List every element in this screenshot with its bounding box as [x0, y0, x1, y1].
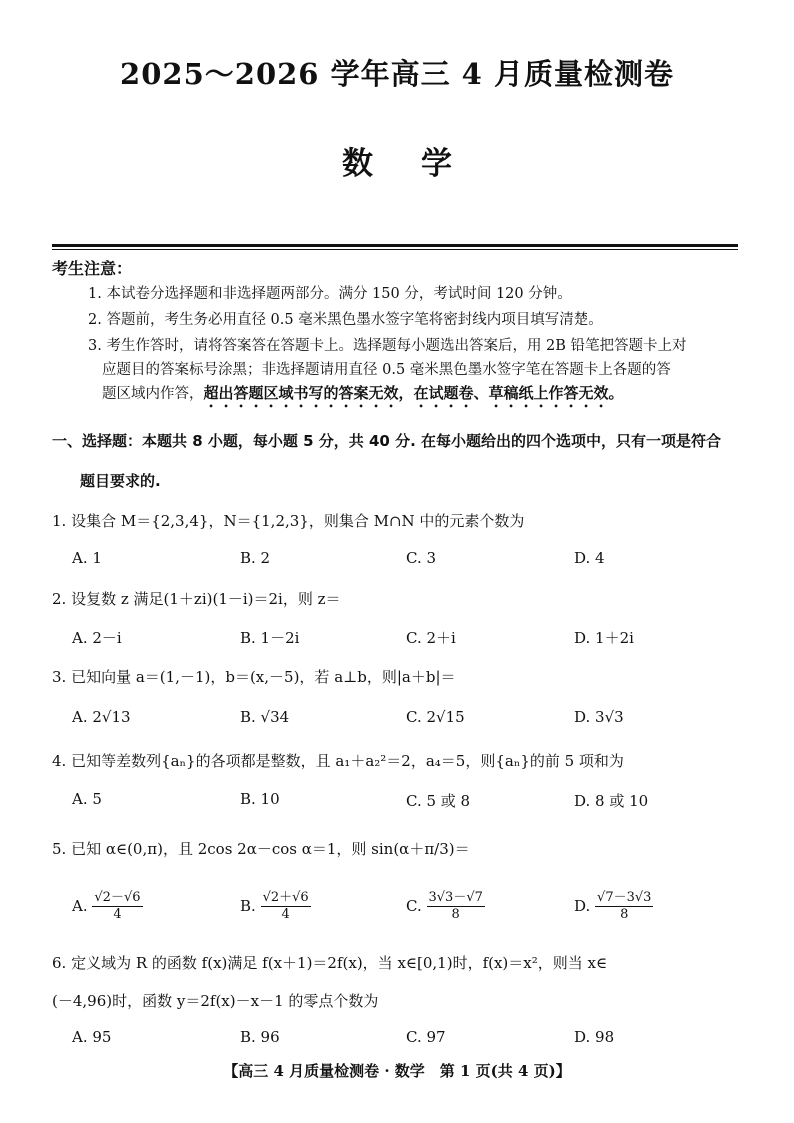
question-5-stem: 5. 已知 α∈(0,π)，且 2cos 2α－cos α＝1，则 sin(α＋π/3)＝: [52, 840, 470, 858]
question-5-option-d: [574, 890, 653, 924]
option-label: D.: [574, 896, 591, 915]
question-1-stem: 1. 设集合 M＝{2,3,4}，N＝{1,2,3}，则集合 M∩N 中的元素个数为: [52, 512, 525, 530]
notice-item-1: 1. 本试卷分选择题和非选择题两部分。满分 150 分，考试时间 120 分钟。: [88, 286, 572, 302]
notice-emphasis: 超出答题区域书写的答案无效，在试题卷、草稿纸上作答无效。: [203, 384, 624, 402]
question-1-option-b: B. 2: [240, 549, 271, 567]
question-2-option-c: C. 2＋i: [406, 629, 456, 647]
section-1-heading: 一、选择题：本题共 8 小题，每小题 5 分，共 40 分. 在每小题给出的四个选项中，只有一项是符合: [52, 432, 722, 450]
question-1-option-d: D. 4: [574, 549, 605, 567]
denominator: 8: [451, 907, 460, 923]
question-6-stem-line-1: 6. 定义域为 R 的函数 f(x)满足 f(x＋1)＝2f(x)，当 x∈[0,1)时，f(x)＝x²，则当 x∈: [52, 954, 608, 972]
notice-item-3-line-3: [102, 382, 624, 411]
numerator: √2－√6: [92, 890, 142, 907]
question-3-option-d: D. 3√3: [574, 708, 624, 726]
fraction: [427, 890, 485, 924]
question-2-option-d: D. 1＋2i: [574, 629, 634, 647]
question-4-stem: 4. 已知等差数列{aₙ}的各项都是整数，且 a₁＋a₂²＝2，a₄＝5，则{aₙ}的前 5 项和为: [52, 752, 624, 770]
notice-item-2: 2. 答题前，考生务必用直径 0.5 毫米黑色墨水签字笔将密封线内项目填写清楚。: [88, 312, 603, 328]
question-3-option-c: C. 2√15: [406, 708, 465, 726]
question-4-option-b: B. 10: [240, 790, 280, 808]
question-2-option-a: A. 2－i: [72, 629, 122, 647]
exam-title: 2025～2026 学年高三 4 月质量检测卷: [120, 57, 674, 91]
question-6-option-a: A. 95: [72, 1028, 112, 1046]
denominator: 4: [113, 907, 122, 923]
question-5-option-c: [406, 890, 485, 924]
notice-item-3-line-2: 应题目的答案标号涂黑；非选择题请用直径 0.5 毫米黑色墨水签字笔在答题卡上各题的答: [102, 362, 671, 378]
option-label: A.: [72, 896, 88, 915]
divider-thin: [52, 249, 738, 250]
fraction: [92, 890, 142, 924]
notice-item-3-line-1: 3. 考生作答时，请将答案答在答题卡上。选择题每小题选出答案后，用 2B 铅笔把答题卡上对: [88, 338, 687, 354]
page-footer: 【高三 4 月质量检测卷 · 数学 第 1 页(共 4 页)】: [223, 1062, 571, 1080]
question-2-stem: 2. 设复数 z 满足(1＋zi)(1－i)＝2i，则 z＝: [52, 590, 341, 608]
option-label: B.: [240, 896, 256, 915]
question-5-option-a: [72, 890, 143, 924]
denominator: 4: [281, 907, 290, 923]
question-6-option-c: C. 97: [406, 1028, 446, 1046]
question-4-option-d: D. 8 或 10: [574, 792, 649, 810]
question-3-option-b: B. √34: [240, 708, 290, 726]
question-5-option-b: [240, 890, 311, 924]
section-1-heading-cont: 题目要求的.: [80, 472, 161, 490]
question-4-option-c: C. 5 或 8: [406, 792, 471, 810]
question-4-option-a: A. 5: [72, 790, 102, 808]
fraction: [595, 890, 653, 924]
question-6-option-d: D. 98: [574, 1028, 615, 1046]
numerator: 3√3－√7: [427, 890, 485, 907]
notice-item-3-plain: 题区域内作答，: [102, 386, 204, 402]
subject-title: 数学: [342, 146, 500, 182]
notice-heading: 考生注意：: [52, 259, 133, 278]
question-6-option-b: B. 96: [240, 1028, 280, 1046]
question-3-stem: 3. 已知向量 a＝(1,－1)，b＝(x,－5)，若 a⊥b，则|a＋b|＝: [52, 668, 456, 686]
question-6-stem-line-2: (－4,96)时，函数 y＝2f(x)－x－1 的零点个数为: [52, 992, 379, 1010]
question-1-option-c: C. 3: [406, 549, 437, 567]
divider-thick: [52, 244, 738, 247]
question-3-option-a: A. 2√13: [72, 708, 131, 726]
numerator: √2＋√6: [261, 890, 311, 907]
question-1-option-a: A. 1: [72, 549, 102, 567]
question-2-option-b: B. 1－2i: [240, 629, 300, 647]
numerator: √7－3√3: [595, 890, 653, 907]
denominator: 8: [620, 907, 629, 923]
option-label: C.: [406, 896, 422, 915]
fraction: [261, 890, 311, 924]
